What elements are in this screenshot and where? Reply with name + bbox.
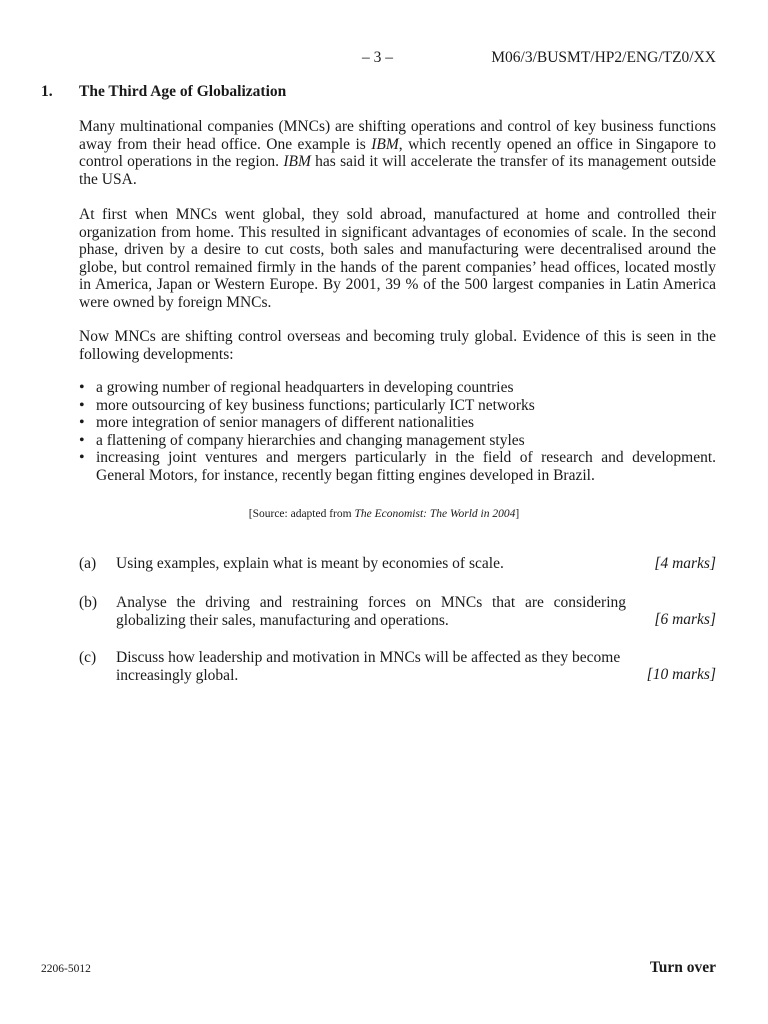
- list-item-text: • more integration of senior managers of different nationalities: [96, 414, 475, 432]
- text-run: away from their head office. One example is: [79, 135, 372, 153]
- subquestion-line: Analyse the driving and restraining forces on MNCs that are considering: [116, 594, 626, 611]
- paragraph-line: Now MNCs are shifting control overseas and becoming truly global. Evidence of this is seen in the: [79, 328, 716, 345]
- subquestion-line: Using examples, explain what is meant by economies of scale.: [116, 555, 504, 572]
- subquestion-b: [79, 594, 716, 632]
- subquestion-text: [116, 594, 626, 629]
- list-item: [79, 379, 716, 397]
- company-name: IBM: [371, 135, 399, 153]
- paragraph-line: globe, but control remained firmly in the hands of the parent companies’ head offices, located mostly: [79, 258, 716, 276]
- subquestion-text: [116, 649, 626, 684]
- page-number: – 3 –: [362, 49, 393, 66]
- list-item-text: • increasing joint ventures and mergers particularly in the field of research and development.: [96, 449, 716, 467]
- subquestion-label: (c): [79, 649, 97, 666]
- paragraph-line: Many multinational companies (MNCs) are shifting operations and control of key business functions: [79, 118, 716, 135]
- list-item: [79, 414, 716, 432]
- paragraph-2: [79, 206, 716, 312]
- paragraph-line: [79, 136, 716, 154]
- source-citation: [0, 508, 768, 520]
- subquestion-label: (b): [79, 594, 98, 611]
- list-item-text: • more outsourcing of key business functions; particularly ICT networks: [96, 396, 535, 414]
- list-item: [79, 449, 716, 484]
- paragraph-1: [79, 118, 716, 188]
- paragraph-line: in America, Japan or Western Europe. By 2001, 39 % of the 500 largest companies in Latin America: [79, 276, 716, 294]
- company-name: IBM: [283, 153, 311, 171]
- paragraph-line: were owned by foreign MNCs.: [79, 293, 272, 311]
- paragraph-line: following developments:: [79, 345, 234, 363]
- source-prefix: [Source: adapted from: [248, 508, 355, 520]
- subquestion-line: Discuss how leadership and motivation in MNCs will be affected as they become: [116, 649, 621, 666]
- paragraph-line: At first when MNCs went global, they sold abroad, manufactured at home and controlled their: [79, 206, 716, 223]
- text-run: has said it will accelerate the transfer of its management outside: [310, 153, 716, 171]
- paper-code: M06/3/BUSMT/HP2/ENG/TZ0/XX: [491, 49, 716, 66]
- subquestion-line: globalizing their sales, manufacturing and operations.: [116, 611, 449, 629]
- subquestion-text: [116, 555, 626, 573]
- paragraph-line: [79, 153, 716, 171]
- subquestion-c: [79, 649, 716, 687]
- list-item-text: • a flattening of company hierarchies and changing management styles: [96, 431, 525, 449]
- marks-label: [4 marks]: [654, 555, 716, 572]
- question-title: The Third Age of Globalization: [79, 83, 287, 100]
- paragraph-line: organization from home. This resulted in significant advantages of economies of scale. In the second: [79, 223, 716, 241]
- paragraph-line: phase, driven by a desire to cut costs, both sales and manufacturing were decentralised around the: [79, 241, 716, 259]
- text-run: control operations in the region.: [79, 153, 284, 171]
- list-item: [79, 397, 716, 415]
- list-item-text: • a growing number of regional headquarters in developing countries: [96, 379, 514, 396]
- turn-over-label: Turn over: [649, 959, 716, 976]
- text-run: , which recently opened an office in Singapore to: [398, 135, 716, 153]
- list-item-text: General Motors, for instance, recently began fitting engines developed in Brazil.: [96, 466, 595, 484]
- marks-label: [6 marks]: [654, 611, 716, 628]
- list-item: [79, 432, 716, 450]
- developments-list: [79, 379, 716, 485]
- footer-code: 2206-5012: [41, 963, 91, 975]
- paragraph-3: [79, 328, 716, 363]
- source-suffix: ]: [515, 508, 520, 520]
- subquestion-line: increasingly global.: [116, 666, 239, 684]
- source-title: The Economist: The World in 2004: [354, 508, 516, 520]
- question-number: 1.: [41, 83, 53, 100]
- marks-label: [10 marks]: [646, 666, 716, 683]
- subquestion-a: [79, 555, 716, 575]
- paragraph-line: the USA.: [79, 170, 137, 188]
- subquestion-label: (a): [79, 555, 97, 572]
